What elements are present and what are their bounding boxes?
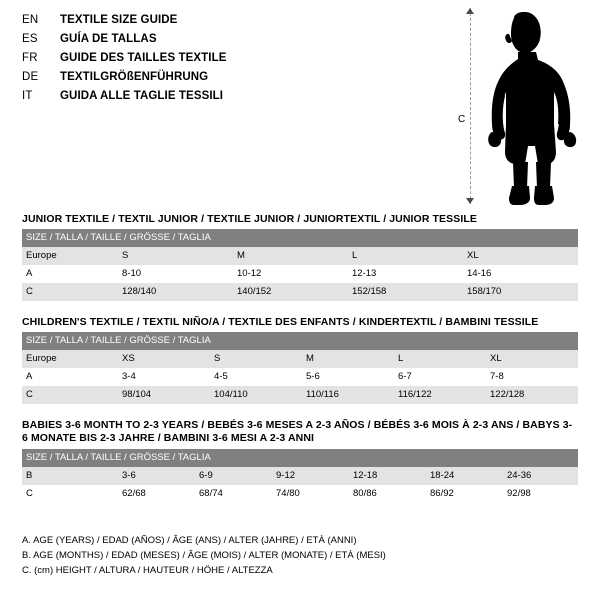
cell: M xyxy=(302,350,394,368)
language-row xyxy=(22,90,402,109)
language-code: IT xyxy=(22,90,33,102)
row-label: C xyxy=(22,283,118,301)
cell: 62/68 xyxy=(118,485,195,503)
size-table-children xyxy=(22,332,578,404)
cell: 116/122 xyxy=(394,386,486,404)
cell: 24-36 xyxy=(503,467,578,485)
cell: XL xyxy=(463,247,578,265)
language-code: FR xyxy=(22,52,38,64)
cell: 92/98 xyxy=(503,485,578,503)
section-title: BABIES 3-6 MONTH TO 2-3 YEARS / BEBÉS 3-6 MESES A 2-3 AÑOS / BÉBÉS 3-6 MOIS À 2-3 ANS / BABYS 3-6 MONATE BIS 2-3 JAHRE / BAMBINI 3-6 MESI A 2-3 ANNI xyxy=(22,419,573,444)
row-label: A xyxy=(22,265,118,283)
cell: 4-5 xyxy=(210,368,302,386)
size-table-babies xyxy=(22,449,578,503)
measure-dashed-line xyxy=(470,8,471,204)
cell: 98/104 xyxy=(118,386,210,404)
cell: 3-4 xyxy=(118,368,210,386)
section-title: CHILDREN'S TEXTILE / TEXTIL NIÑO/A / TEXTILE DES ENFANTS / KINDERTEXTIL / BAMBINI TESSILE xyxy=(22,316,539,328)
table-row xyxy=(22,265,578,283)
row-label: B xyxy=(22,467,118,485)
row-label: Europe xyxy=(22,247,118,265)
language-row xyxy=(22,14,402,33)
section-babies-textile xyxy=(22,419,578,503)
legend-line-a: A. AGE (YEARS) / EDAD (AÑOS) / ÂGE (ANS) / ALTER (JAHRE) / ETÀ (ANNI) xyxy=(22,535,357,546)
language-code: ES xyxy=(22,33,38,45)
size-table-junior xyxy=(22,229,578,301)
cell: 128/140 xyxy=(118,283,233,301)
measure-arrow-up-icon xyxy=(466,8,474,14)
row-label: A xyxy=(22,368,118,386)
cell: L xyxy=(394,350,486,368)
table-row xyxy=(22,368,578,386)
language-title-block xyxy=(22,14,402,109)
cell: S xyxy=(118,247,233,265)
cell: S xyxy=(210,350,302,368)
cell: 8-10 xyxy=(118,265,233,283)
cell: 152/158 xyxy=(348,283,463,301)
row-label: C xyxy=(22,485,118,503)
table-header-label: SIZE / TALLA / TAILLE / GRÖSSE / TAGLIA xyxy=(22,332,578,350)
legend-line-b: B. AGE (MONTHS) / EDAD (MESES) / ÂGE (MOIS) / ALTER (MONATE) / ETÀ (MESI) xyxy=(22,550,386,561)
cell: 7-8 xyxy=(486,368,578,386)
table-header-row xyxy=(22,449,578,467)
measurement-figure xyxy=(440,8,590,208)
cell: 74/80 xyxy=(272,485,349,503)
cell: 158/170 xyxy=(463,283,578,301)
cell: 122/128 xyxy=(486,386,578,404)
language-title: GUIDA ALLE TAGLIE TESSILI xyxy=(60,90,224,102)
table-row xyxy=(22,467,578,485)
cell: 110/116 xyxy=(302,386,394,404)
cell: 68/74 xyxy=(195,485,272,503)
table-row xyxy=(22,350,578,368)
table-row xyxy=(22,247,578,265)
legend-line-c: C. (cm) HEIGHT / ALTURA / HAUTEUR / HÖHE / ALTEZZA xyxy=(22,565,273,576)
table-header-label: SIZE / TALLA / TAILLE / GRÖSSE / TAGLIA xyxy=(22,229,578,247)
row-label: Europe xyxy=(22,350,118,368)
row-label: C xyxy=(22,386,118,404)
cell: XL xyxy=(486,350,578,368)
section-junior-textile xyxy=(22,213,578,301)
cell: 6-7 xyxy=(394,368,486,386)
cell: 18-24 xyxy=(426,467,503,485)
cell: 5-6 xyxy=(302,368,394,386)
cell: 80/86 xyxy=(349,485,426,503)
language-row xyxy=(22,71,402,90)
cell: 140/152 xyxy=(233,283,348,301)
cell: M xyxy=(233,247,348,265)
cell: 3-6 xyxy=(118,467,195,485)
table-row xyxy=(22,386,578,404)
language-row xyxy=(22,52,402,71)
section-title: JUNIOR TEXTILE / TEXTIL JUNIOR / TEXTILE JUNIOR / JUNIORTEXTIL / JUNIOR TESSILE xyxy=(22,213,477,225)
language-title: GUIDE DES TAILLES TEXTILE xyxy=(60,52,227,64)
language-code: EN xyxy=(22,14,39,26)
cell: 14-16 xyxy=(463,265,578,283)
cell: L xyxy=(348,247,463,265)
cell: XS xyxy=(118,350,210,368)
cell: 12-18 xyxy=(349,467,426,485)
language-title: GUÍA DE TALLAS xyxy=(60,33,157,45)
cell: 9-12 xyxy=(272,467,349,485)
table-row xyxy=(22,283,578,301)
table-header-row xyxy=(22,332,578,350)
language-code: DE xyxy=(22,71,39,83)
language-row xyxy=(22,33,402,52)
measure-label-c: C xyxy=(458,114,466,125)
legend-block xyxy=(22,533,578,578)
measure-arrow-down-icon xyxy=(466,198,474,204)
cell: 12-13 xyxy=(348,265,463,283)
table-header-label: SIZE / TALLA / TAILLE / GRÖSSE / TAGLIA xyxy=(22,449,578,467)
table-row xyxy=(22,485,578,503)
cell: 104/110 xyxy=(210,386,302,404)
language-title: TEXTILE SIZE GUIDE xyxy=(60,14,178,26)
toddler-silhouette-icon xyxy=(480,12,590,208)
cell: 10-12 xyxy=(233,265,348,283)
language-title: TEXTILGRÖßENFÜHRUNG xyxy=(60,71,209,83)
cell: 86/92 xyxy=(426,485,503,503)
cell: 6-9 xyxy=(195,467,272,485)
section-childrens-textile xyxy=(22,316,578,404)
table-header-row xyxy=(22,229,578,247)
